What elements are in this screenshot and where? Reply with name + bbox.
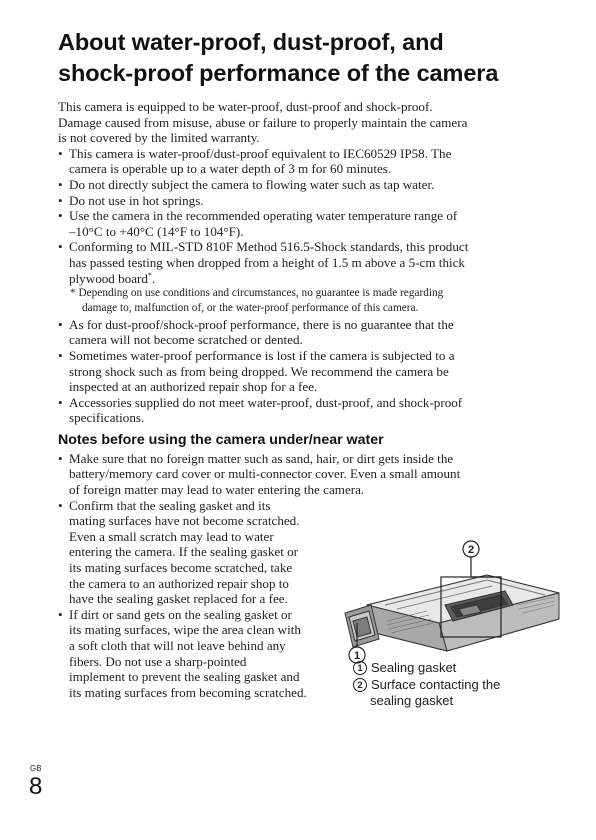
list-item-text: camera will not become scratched or dented. <box>69 332 303 348</box>
list-item-text: have the sealing gasket replaced for a fee. <box>69 591 288 607</box>
list-item-text: Do not directly subject the camera to flowing water such as tap water. <box>69 176 435 192</box>
list-item <box>58 317 548 348</box>
list-item-text: implement to prevent the sealing gasket and <box>69 669 300 685</box>
figure-legend <box>353 660 500 710</box>
intro-line: is not covered by the limited warranty. <box>58 130 260 146</box>
list-item-text: Confirm that the sealing gasket and its <box>69 497 271 513</box>
list-item-text: specifications. <box>69 410 145 426</box>
list-item-text: its mating surfaces from becoming scratched. <box>69 684 307 700</box>
bullet-icon: • <box>58 394 63 410</box>
list-item-text: Do not use in hot springs. <box>69 192 204 208</box>
bullet-icon: • <box>58 450 63 466</box>
bullet-icon: • <box>58 239 63 255</box>
list-item-text: of foreign matter may lead to water entering the camera. <box>69 482 365 498</box>
legend-item <box>353 677 500 694</box>
legend-number: 1 <box>353 661 367 675</box>
camera-gasket-illustration <box>327 535 567 665</box>
list-item-text: battery/memory card cover or multi-connector cover. Even a small amount <box>69 466 461 482</box>
list-item <box>58 146 548 177</box>
list-item <box>58 177 548 193</box>
list-item-text: inspected at an authorized repair shop for a fee. <box>69 379 318 395</box>
list-item-text: If dirt or sand gets on the sealing gasket or <box>69 606 292 622</box>
list-item-text: Sometimes water-proof performance is lost if the camera is subjected to a <box>69 347 455 363</box>
bullet-icon: • <box>58 145 63 161</box>
bullet-icon: • <box>58 606 63 622</box>
list-item <box>58 348 548 395</box>
list-item-text: Conforming to MIL-STD 810F Method 516.5-Shock standards, this product <box>69 239 469 255</box>
list-item <box>58 208 548 239</box>
list-item-text: its mating surfaces, wipe the area clean with <box>69 622 301 638</box>
section-heading: Notes before using the camera under/near water <box>58 431 384 448</box>
footnote-marker: * <box>70 287 76 300</box>
list-item-text: has passed testing when dropped from a height of 1.5 m above a 5-cm thick <box>69 254 465 270</box>
legend-number: 2 <box>353 678 367 692</box>
legend-text: Surface contacting the <box>371 676 501 692</box>
list-item-text: fibers. Do not use a sharp-pointed <box>69 653 247 669</box>
list-item-text: strong shock such as from being dropped. We recommend the camera be <box>69 363 449 379</box>
list-item <box>58 193 548 209</box>
list-item-text: Accessories supplied do not meet water-proof, dust-proof, and shock-proof <box>69 394 463 410</box>
bullet-icon: • <box>58 208 63 224</box>
intro-line: Damage caused from misuse, abuse or failure to properly maintain the camera <box>58 114 468 130</box>
list-item <box>58 451 548 498</box>
list-item-text: the camera to an authorized repair shop to <box>69 575 289 591</box>
camera-body-drawing <box>345 575 559 651</box>
list-item-text: a soft cloth that will not leave behind any <box>69 638 286 653</box>
callout-marker-2 <box>463 541 479 557</box>
bullet-icon: • <box>58 192 63 208</box>
footnote-text: Depending on use conditions and circumstances, no guarantee is made regarding <box>78 287 444 300</box>
legend-text: Sealing gasket <box>371 660 457 675</box>
list-item-text: Use the camera in the recommended operating water temperature range of <box>69 208 458 224</box>
list-item-text: This camera is water-proof/dust-proof equivalent to IEC60529 IP58. The <box>69 145 452 161</box>
bullet-icon: • <box>58 316 63 332</box>
list-item-text: entering the camera. If the sealing gasket or <box>69 544 299 560</box>
callout-1-label: 1 <box>353 650 361 662</box>
list-item-text: As for dust-proof/shock-proof performance, there is no guarantee that the <box>69 316 454 332</box>
bullet-icon: • <box>58 176 63 192</box>
legend-text: sealing gasket <box>370 693 454 708</box>
bullet-icon: • <box>58 347 63 363</box>
bullet-icon: • <box>58 497 63 513</box>
callout-2-label: 2 <box>467 544 475 556</box>
list-item-text: Even a small scratch may lead to water <box>69 528 274 544</box>
list-item-text: camera is operable up to a water depth of 3 m for 60 minutes. <box>69 161 392 177</box>
footnote-marker: * <box>147 270 152 280</box>
footnote <box>58 286 548 317</box>
intro-line: This camera is equipped to be water-proof, dust-proof and shock-proof. <box>58 99 433 114</box>
list-item-text: Make sure that no foreign matter such as sand, hair, or dirt gets inside the <box>69 450 454 466</box>
footnote-text: damage to, malfunction of, or the water-proof performance of this camera. <box>82 302 419 315</box>
title-line-1: About water-proof, dust-proof, and <box>58 29 444 55</box>
page-number: 8 <box>29 773 43 800</box>
list-item-text: its mating surfaces become scratched, take <box>69 560 293 576</box>
list-item-text: plywood board <box>69 270 148 286</box>
title-line-2: shock-proof performance of the camera <box>58 60 499 86</box>
page-title <box>58 27 558 89</box>
list-item <box>58 395 548 426</box>
legend-item <box>353 660 500 677</box>
list-item: • Conforming to MIL-STD 810F Method 516.5-Shock standards, this product has passed testing when dropped from a height of 1.5 m above a 5-cm thick plywood board*. <box>58 239 548 286</box>
list-item-text: –10°C to +40°C (14°F to 104°F). <box>69 223 244 239</box>
list-item-text: mating surfaces have not become scratched. <box>69 513 300 529</box>
region-code: GB <box>30 764 42 773</box>
